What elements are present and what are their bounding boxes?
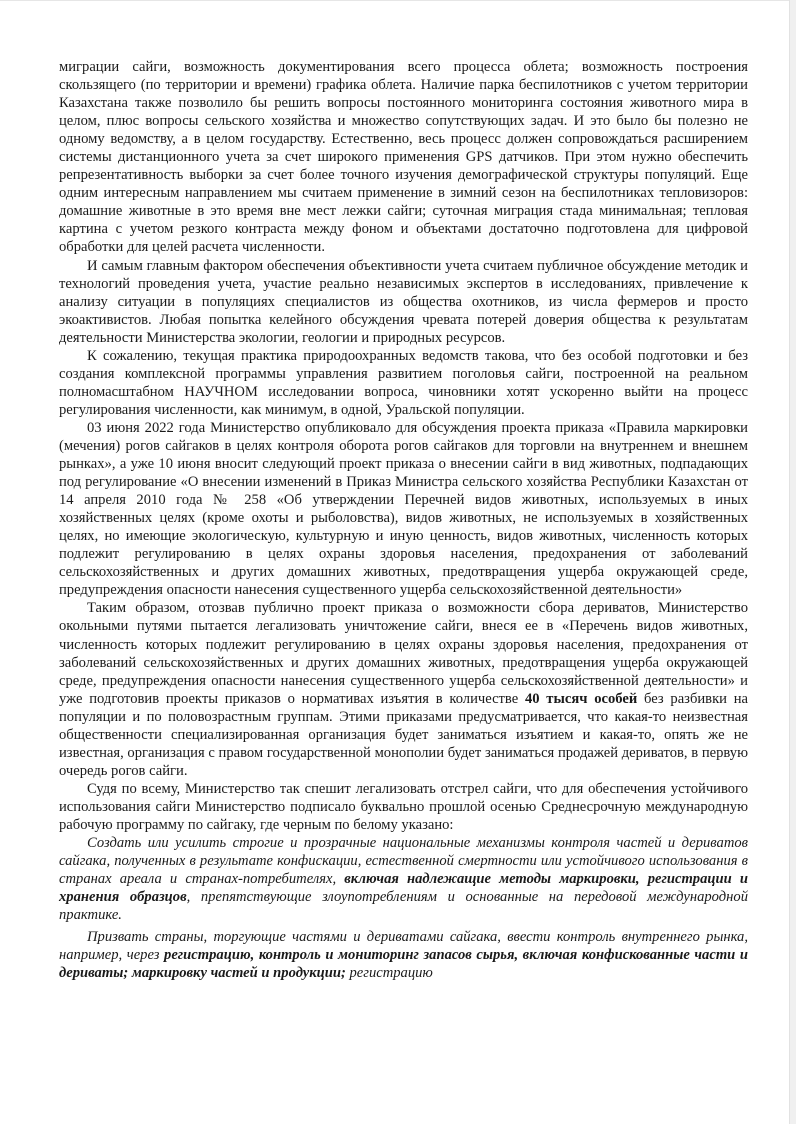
- paragraph: [59, 58, 748, 257]
- text-run: Таким образом, отозвав публично проект приказа о возможности сбора дериватов, Министерство окольными путями пытается легализовать уничтожение сайги, внеся ее в «Перечень видов животных, численность которых подлежит регулированию в целях охраны здоровья населения, предохранения от заболеваний сельскохозяйственных и других домашних животных, предотвращения ущерба окружающей среде, предупреждения опасности нанесения существенного ущерба сельскохозяйственной деятельности» и уже подготовив проекты приказов о нормативах изъятия в количестве: [59, 600, 748, 707]
- text-run: , препятствующие злоупотреблениям и основанные на передовой международной практике.: [59, 889, 748, 924]
- text-run: Судя по всему, Министерство так спешит легализовать отстрел сайги, что для обеспечения устойчивого использования сайги Министерство подписало буквально прошлой осенью Среднесрочную международную рабочую программу по сайгаку, где черным по белому указано:: [59, 780, 748, 833]
- emphasized-text: включая надлежащие методы маркировки, регистрации и хранения образцов: [59, 871, 749, 906]
- emphasized-text: регистрацию, контроль и мониторинг запасов сырья, включая конфискованные части и дериваты; маркировку частей и продукции;: [59, 947, 748, 982]
- text-run: Призвать страны, торгующие частями и дериватами сайгака, ввести контроль внутреннего рынка, например, через: [59, 929, 748, 964]
- text-run: без разбивки на популяции и по половозрастным группам. Этими приказами предусматривается, что какая-то неизвестная общественности специализированная организация будет заниматься изъятием и какая-то, опять же не известная, организация с правом государственной монополии будет заниматься продажей дериватов, в первую очередь рогов сайги.: [59, 690, 748, 779]
- paragraph: [59, 347, 748, 419]
- text-run: регистрацию: [345, 965, 433, 982]
- paragraph: [59, 257, 748, 347]
- paragraph: [59, 599, 748, 779]
- quoted-paragraph: [59, 928, 748, 982]
- document-page: [59, 58, 748, 986]
- text-run: 03 июня 2022 года Министерство опубликовало для обсуждения проекта приказа «Правила маркировки (мечения) рогов сайгаков в целях контроля оборота рогов сайгаков для торговли на внутреннем и внешнем рынках», а уже 10 июня вносит следующий проект приказа о внесении сайги в вид животных, подпадающих под регулирование «О внесении изменений в Приказ Министра сельского хозяйства Республики Казахстан от 14 апреля 2010 года № 258 «Об утверждении Перечней видов животных, используемых в иных хозяйственных целях (кроме охоты и рыболовства), видов животных, не используемых в хозяйственных целях, но имеющие экологическую, культурную и иную ценность, видов животных, численность которых подлежит регулированию в целях охраны здоровья населения, предохранения от заболеваний сельскохозяйственных и других домашних животных, предотвращения ущерба окружающей среде, предупреждения опасности нанесения существенного ущерба сельскохозяйственной деятельности»: [59, 419, 748, 599]
- quoted-paragraph: [59, 834, 748, 924]
- text-run: миграции сайги, возможность документирования всего процесса облета; возможность построения скользящего (по территории и времени) графика облета. Наличие парка беспилотников с учетом территории Казахстана также позволило бы решить вопросы постоянного мониторинга состояния животного мира в целом, плюс вопросы сельского хозяйства и множество сопутствующих задач. И это было бы полезно не одному ведомству, а в целом государству. Естественно, весь процесс должен сопровождаться расширением системы дистанционного учета за счет широкого применения GPS датчиков. При этом нужно обеспечить репрезентативность выборки за счет более точного изучения демографической структуры популяций. Еще одним интересным направлением мы считаем применение в зимний сезон на беспилотниках тепловизоров: домашние животные в это время вне мест лежки сайги; суточная миграция стада минимальная; тепловая картина с учетом резкого контраста между фоном и объектами достаточно подготовлена для цифровой обработки для целей расчета численности.: [59, 59, 748, 256]
- emphasized-text: 40 тысяч особей: [524, 690, 638, 707]
- scrollbar-track[interactable]: [789, 0, 796, 1124]
- paragraph: [59, 780, 748, 834]
- page-top-border: [0, 0, 790, 1]
- text-run: Создать или усилить строгие и прозрачные национальные механизмы контроля частей и дериватов сайгака, полученных в результате конфискации, естественной смертности или устойчивого использования в странах ареала и странах-потребителях,: [59, 835, 748, 888]
- paragraph: [59, 419, 748, 599]
- text-run: К сожалению, текущая практика природоохранных ведомств такова, что без особой подготовки и без создания комплексной программы управления развитием поголовья сайги, построенной на реальном полномасштабном НАУЧНОМ исследовании вопроса, чиновники хотят ускоренно выйти на процесс регулирования численности, как минимум, в одной, Уральской популяции.: [59, 347, 748, 418]
- text-run: И самым главным фактором обеспечения объективности учета считаем публичное обсуждение методик и технологий проведения учета, участие реально независимых экспертов в исследованиях, привлечение к анализу ситуации в популяциях специалистов из общества охотников, из числа фермеров и просто экоактивистов. Любая попытка келейного обсуждения чревата потерей доверия общества к результатам деятельности Министерства экологии, геологии и природных ресурсов.: [59, 257, 748, 346]
